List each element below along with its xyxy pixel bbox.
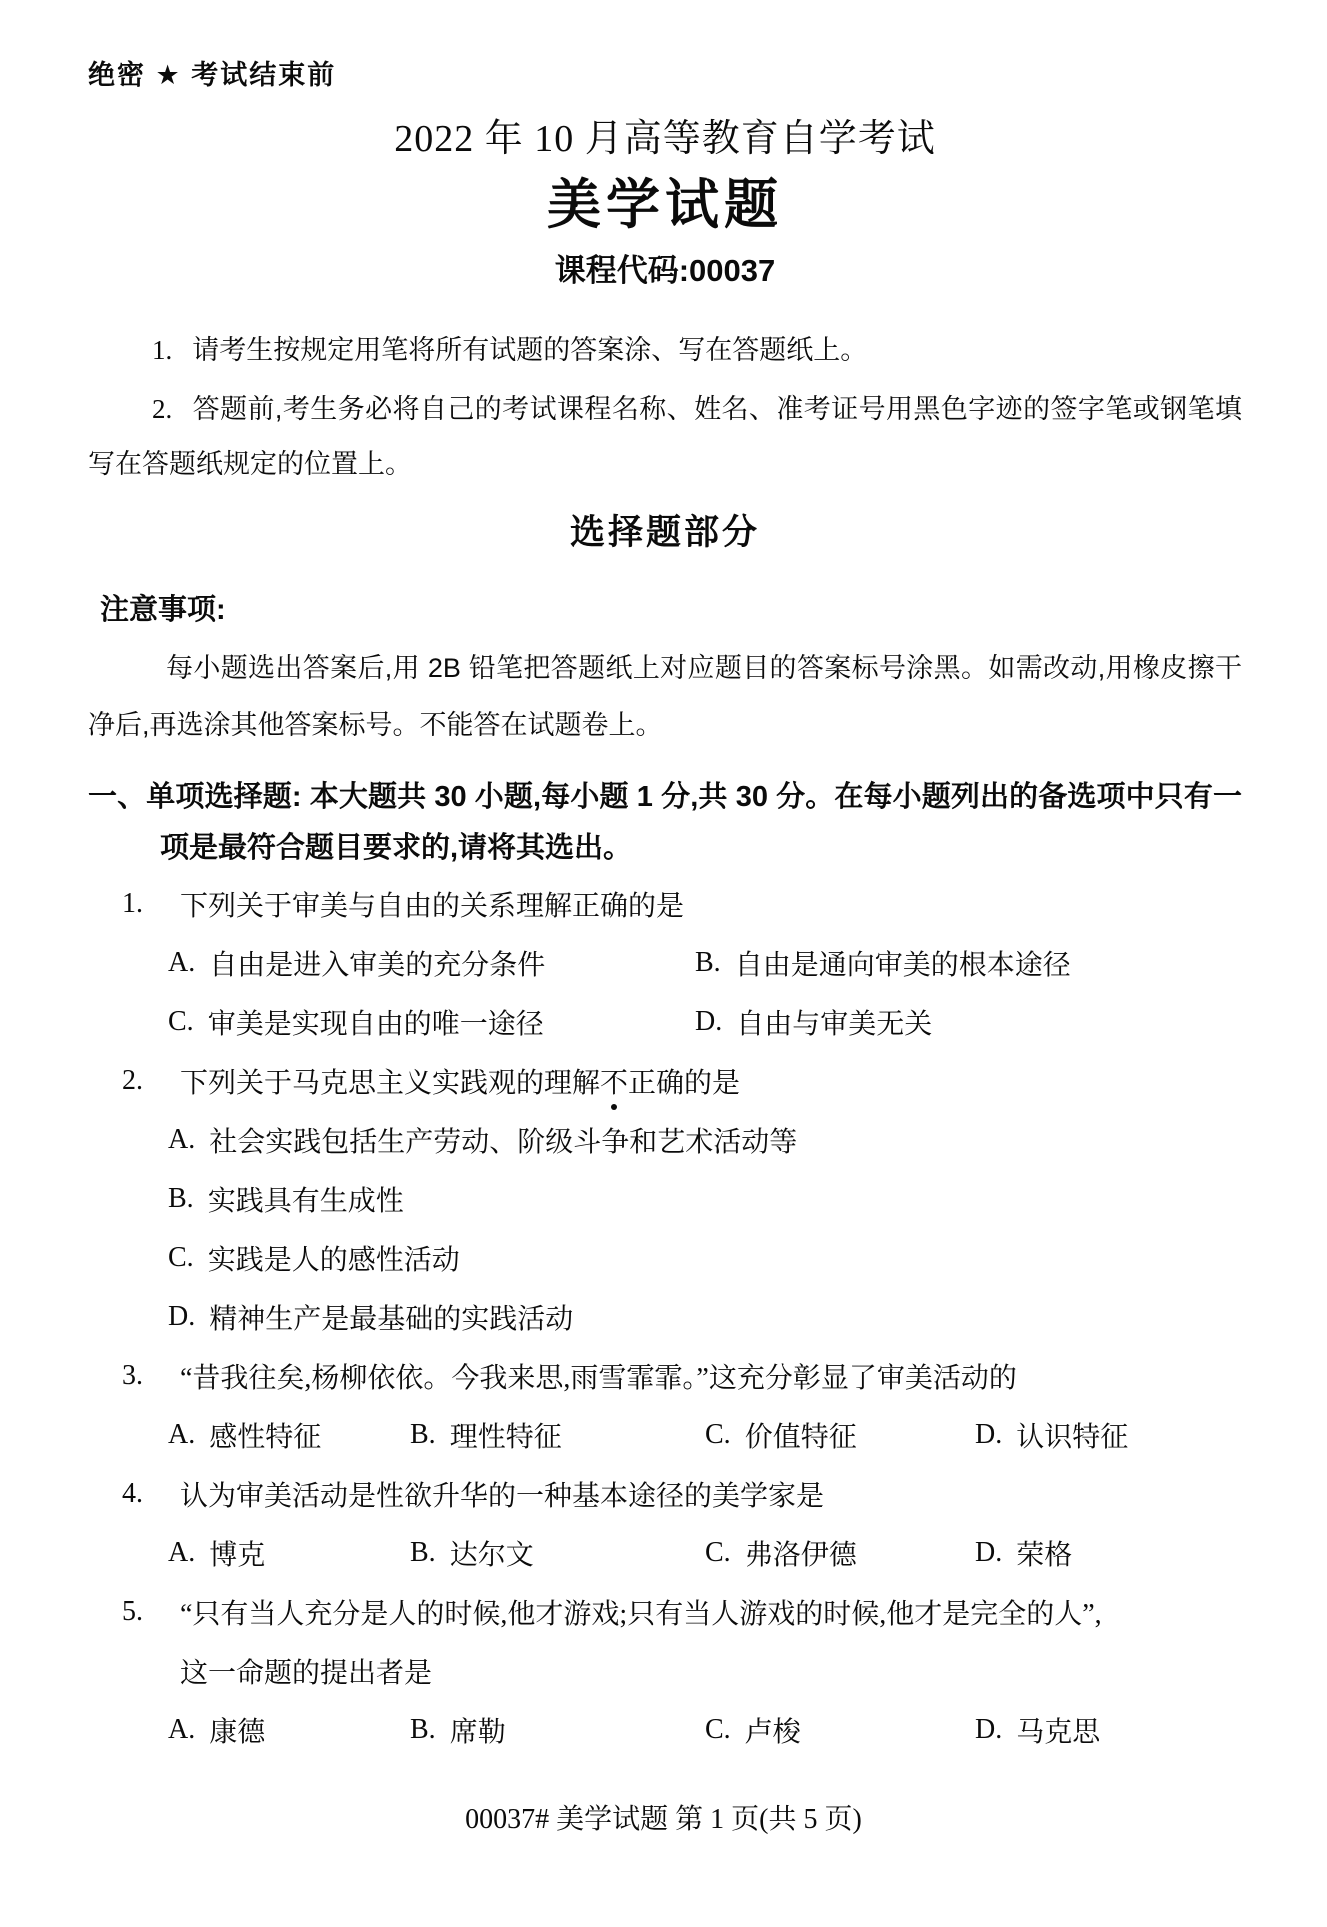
option-b <box>168 1179 404 1219</box>
option-c <box>168 1238 460 1278</box>
option-c <box>705 1415 975 1455</box>
option-label: B. <box>695 946 721 978</box>
option-label: D. <box>975 1536 1003 1568</box>
option-d <box>168 1297 573 1337</box>
option-label: C. <box>705 1536 731 1568</box>
classification-banner: 绝密 ★ 考试结束前 <box>88 60 337 90</box>
question-stem-row <box>88 874 1242 933</box>
option-text: 卢梭 <box>744 1716 801 1748</box>
option-label: B. <box>168 1182 194 1214</box>
option-text: 弗洛伊德 <box>744 1539 857 1571</box>
question-3 <box>88 1346 1242 1464</box>
option-c <box>705 1533 975 1573</box>
question-stem: 下列关于审美与自由的关系理解正确的是 <box>180 890 685 922</box>
option-text: 荣格 <box>1016 1539 1073 1571</box>
question-number: 1. <box>122 887 143 919</box>
option-a <box>168 943 695 983</box>
question-number: 5. <box>122 1595 143 1627</box>
option-row <box>88 1287 1242 1346</box>
option-text: 感性特征 <box>209 1421 322 1453</box>
question-stem-row <box>88 1346 1242 1405</box>
option-text: 自由是通向审美的根本途径 <box>734 949 1071 981</box>
exam-session-title: 2022 年 10 月高等教育自学考试 <box>394 118 936 160</box>
option-row <box>88 1405 1242 1464</box>
option-label: D. <box>975 1418 1003 1450</box>
option-text: 实践具有生成性 <box>207 1185 404 1217</box>
option-d <box>695 1002 932 1042</box>
option-label: D. <box>168 1300 196 1332</box>
notes-label: 注意事项: <box>100 594 226 626</box>
option-text: 自由是进入审美的充分条件 <box>209 949 546 981</box>
question-stem-row-2 <box>88 1641 1242 1700</box>
option-label: B. <box>410 1536 436 1568</box>
question-2 <box>88 1051 1242 1346</box>
question-stem-row <box>88 1582 1242 1641</box>
course-code: 课程代码:00037 <box>554 253 776 288</box>
option-text: 自由与审美无关 <box>736 1008 933 1040</box>
option-a <box>168 1120 797 1160</box>
instruction-number: 1. <box>152 335 173 365</box>
option-row <box>88 1523 1242 1582</box>
instruction-item-2 <box>88 382 1242 492</box>
option-b <box>410 1533 705 1573</box>
option-label: A. <box>168 1713 196 1745</box>
option-a <box>168 1533 410 1573</box>
page-footer: 00037# 美学试题 第 1 页(共 5 页) <box>465 1804 862 1835</box>
instruction-item-1 <box>88 326 1242 374</box>
option-label: C. <box>168 1241 194 1273</box>
option-label: C. <box>705 1418 731 1450</box>
option-label: A. <box>168 1123 196 1155</box>
question-stem <box>180 1061 1242 1101</box>
option-a <box>168 1415 410 1455</box>
option-text: 席勒 <box>449 1716 506 1748</box>
part-one-heading: 一、单项选择题: 本大题共 30 小题,每小题 1 分,共 30 分。在每小题列出的备选项中只有一项是最符合题目要求的,请将其选出。 <box>88 781 1242 864</box>
option-row <box>88 933 1242 992</box>
option-text: 精神生产是最基础的实践活动 <box>209 1303 574 1335</box>
option-b <box>695 943 1071 983</box>
question-number: 4. <box>122 1477 143 1509</box>
option-d <box>975 1710 1100 1750</box>
option-row <box>88 1169 1242 1228</box>
question-4 <box>88 1464 1242 1582</box>
instruction-text: 请考生按规定用笔将所有试题的答案涂、写在答题纸上。 <box>192 335 868 365</box>
option-label: D. <box>975 1713 1003 1745</box>
option-row <box>88 1228 1242 1287</box>
option-label: B. <box>410 1418 436 1450</box>
option-row <box>88 1110 1242 1169</box>
option-row <box>88 1700 1242 1759</box>
question-stem: “只有当人充分是人的时候,他才游戏;只有当人游戏的时候,他才是完全的人”, <box>180 1598 1102 1630</box>
option-label: C. <box>168 1005 194 1037</box>
option-text: 博克 <box>209 1539 266 1571</box>
option-text: 价值特征 <box>744 1421 857 1453</box>
question-list <box>88 874 1242 1759</box>
stem-emphasis: 不 <box>600 1067 629 1099</box>
option-b <box>410 1415 705 1455</box>
question-stem: “昔我往矣,杨柳依依。今我来思,雨雪霏霏。”这充分彰显了审美活动的 <box>180 1362 1017 1394</box>
question-5 <box>88 1582 1242 1759</box>
instruction-number: 2. <box>152 394 173 424</box>
option-label: A. <box>168 946 196 978</box>
option-label: A. <box>168 1418 196 1450</box>
option-text: 审美是实现自由的唯一途径 <box>207 1008 544 1040</box>
option-text: 社会实践包括生产劳动、阶级斗争和艺术活动等 <box>209 1126 798 1158</box>
option-text: 马克思 <box>1016 1716 1101 1748</box>
option-a <box>168 1710 410 1750</box>
question-stem: 认为审美活动是性欲升华的一种基本途径的美学家是 <box>180 1480 825 1512</box>
option-row <box>88 992 1242 1051</box>
question-number: 3. <box>122 1359 143 1391</box>
question-number: 2. <box>122 1064 143 1096</box>
option-d <box>975 1533 1072 1573</box>
paper-title: 美学试题 <box>547 175 783 235</box>
option-text: 理性特征 <box>449 1421 562 1453</box>
option-text: 实践是人的感性活动 <box>207 1244 460 1276</box>
question-stem-row <box>88 1051 1242 1110</box>
option-label: B. <box>410 1713 436 1745</box>
option-text: 认识特征 <box>1016 1421 1129 1453</box>
option-c <box>705 1710 975 1750</box>
option-b <box>410 1710 705 1750</box>
instruction-text: 答题前,考生务必将自己的考试课程名称、姓名、准考证号用黑色字迹的签字笔或钢笔填写在答题纸规定的位置上。 <box>88 394 1242 479</box>
option-d <box>975 1415 1128 1455</box>
stem-text: 正确的是 <box>628 1067 741 1099</box>
question-stem-row <box>88 1464 1242 1523</box>
option-text: 康德 <box>209 1716 266 1748</box>
notes-text: 每小题选出答案后,用 2B 铅笔把答题纸上对应题目的答案标号涂黑。如需改动,用橡皮擦干净后,再选涂其他答案标号。不能答在试题卷上。 <box>88 653 1242 740</box>
stem-text: 下列关于马克思主义实践观的理解 <box>180 1067 601 1099</box>
option-label: C. <box>705 1713 731 1745</box>
question-stem-continuation: 这一命题的提出者是 <box>180 1657 433 1689</box>
option-label: A. <box>168 1536 196 1568</box>
question-1 <box>88 874 1242 1051</box>
option-text: 达尔文 <box>449 1539 534 1571</box>
section-title: 选择题部分 <box>569 513 760 552</box>
option-label: D. <box>695 1005 723 1037</box>
option-c <box>168 1002 695 1042</box>
